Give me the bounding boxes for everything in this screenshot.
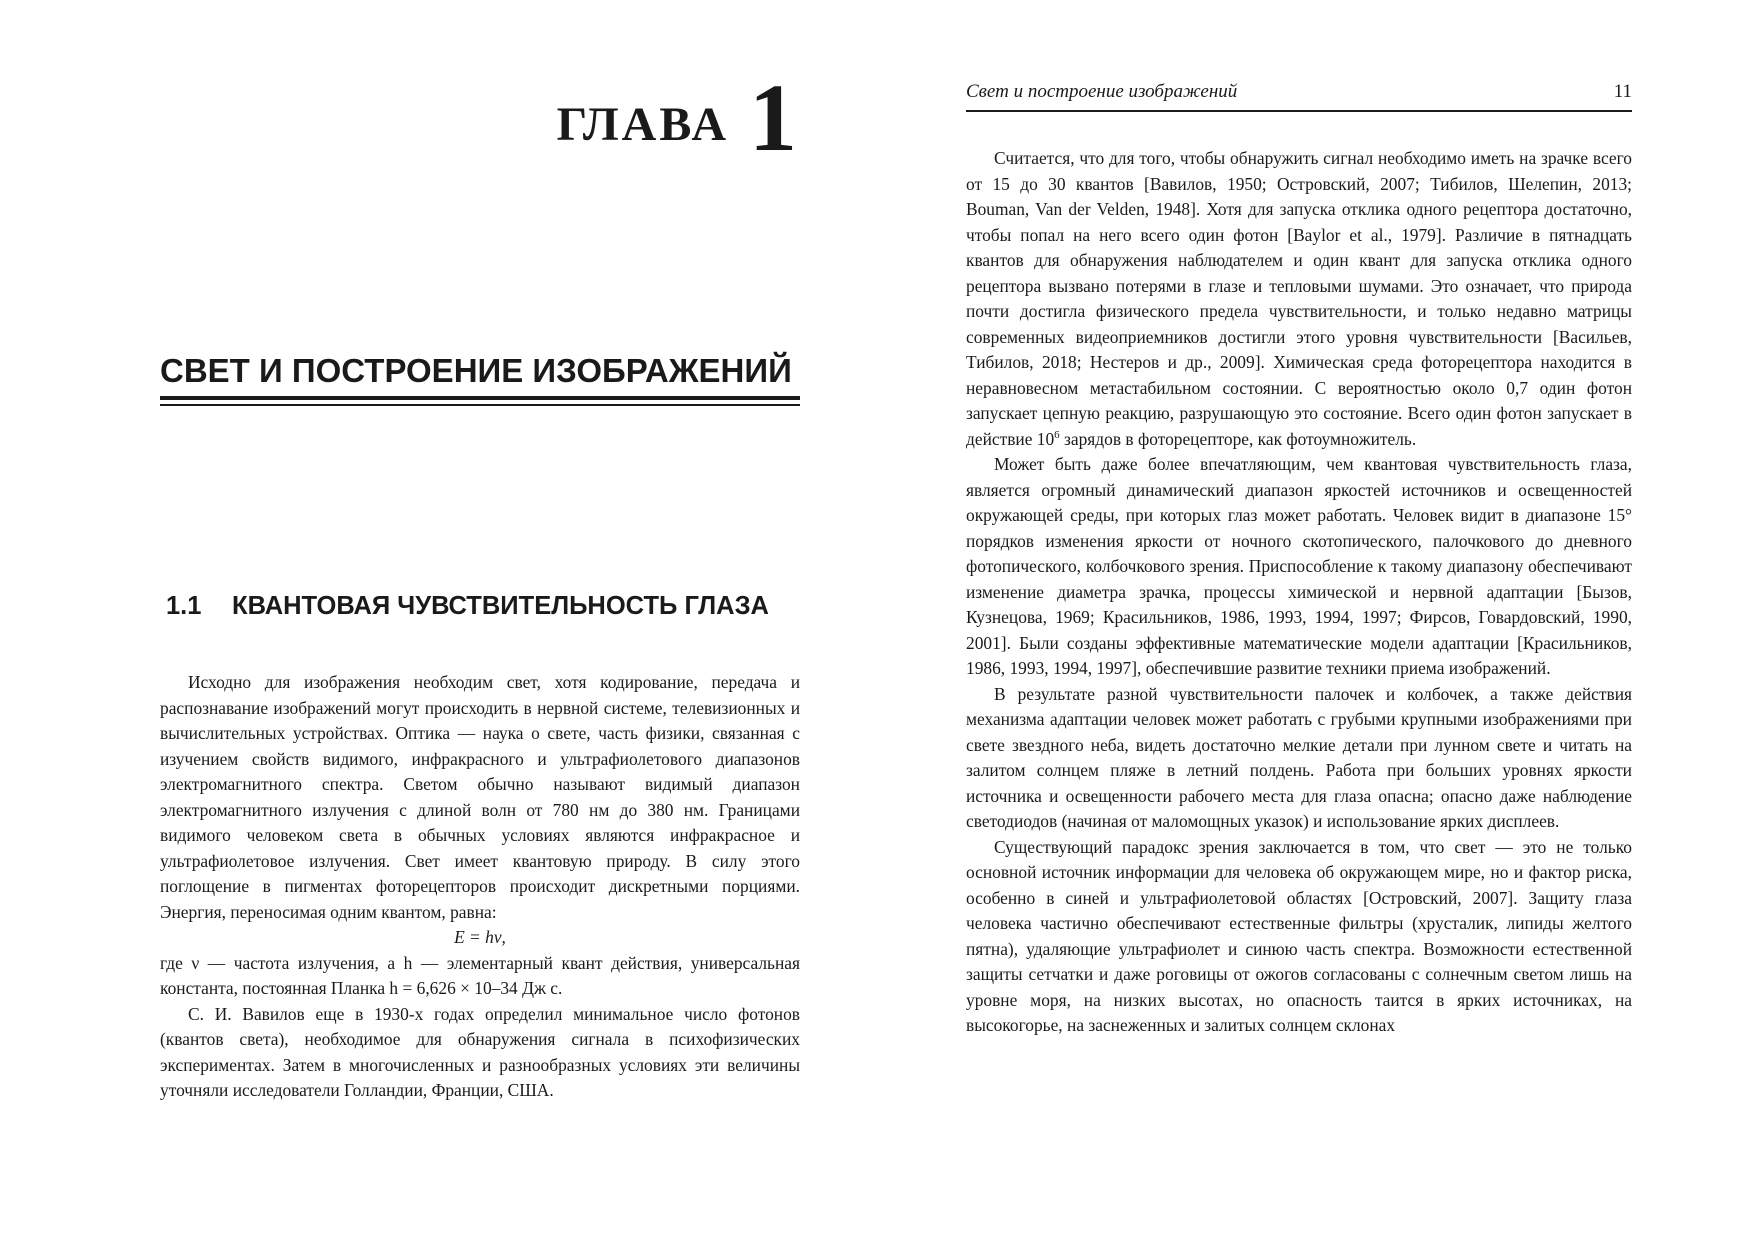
chapter-number: 1 xyxy=(749,64,800,171)
subsection-title: КВАНТОВАЯ ЧУВСТВИТЕЛЬНОСТЬ ГЛАЗА xyxy=(232,592,769,620)
paragraph xyxy=(966,146,1632,452)
running-head xyxy=(966,79,1632,107)
subsection-heading xyxy=(160,590,800,623)
chapter-heading xyxy=(557,62,800,173)
paragraph: С. И. Вавилов еще в 1930-х годах определил минимальное число фотонов (квантов света), необходимое для обнаружения сигнала в психофизических экспериментах. Затем в многочисленных и разнообразных условиях эти величины уточняли исследователи Голландии, Франции, США. xyxy=(160,1003,800,1100)
paragraph-text: Считается, что для того, чтобы обнаружить сигнал необходимо иметь на зрачке всего от 15 до 30 квантов [Вавилов, 1950; Островский, 2007; Тибилов, Шелепин, 2013; Bouman, Van der Velden, 1948]. Хотя для запуска отклика одного рецептора достаточно, чтобы попал на него всего один фотон [Baylor et al., 1979]. Различие в пятнадцать квантов для обнаружения наблюдателем и один квант для запуска отклика одного рецептора вызвано потерями в глазе и тепловыми шумами. Это означает, что природа почти достигла физического предела чувствительности, и только недавно матрицы современных видеоприемников достигли этого уровня чувствительности [Васильев, Тибилов, 2018; Нестеров и др., 2009]. Химическая среда фоторецептора находится в неравновесном метастабильном состоянии. С вероятностью около 0,7 один фотон запускает цепную реакцию, разрушающую это состояние. Всего один фотон запускает в действие 10 xyxy=(966,148,1632,449)
paragraph: Существующий парадокс зрения заключается в том, что свет — это не только основной источник информации для человека об окружающем мире, но и фактор риска, особенно в синей и ультрафиолетовой областях [Островский, 2007]. Защиту глаза человека частично обеспечивают естественные фильтры (хрусталик, липиды желтого пятна), удаляющие ультрафиолет и синюю часть спектра. Возможности естественной защиты сетчатки и даже роговицы от ожогов согласованы с солнечным светом лишь на уровне моря, на низких высотах, но опасность таится в ярких источниках, на высокогорье, на заснеженных и залитых солнцем склонах xyxy=(966,836,1632,1035)
left-body-text xyxy=(160,670,800,1104)
section-title: СВЕТ И ПОСТРОЕНИЕ ИЗОБРАЖЕНИЙ xyxy=(160,352,792,389)
section-rule-thin xyxy=(160,404,800,406)
right-body-text xyxy=(966,146,1632,1039)
paragraph: В результате разной чувствительности палочек и колбочек, а также действия механизма адаптации человек может работать с грубыми крупными изображениями при свете звездного неба, видеть достаточно мелкие детали при лунном свете и читать на залитом солнцем пляже в летний полдень. Работа при больших уровнях яркости источника и освещенности рабочего места для глаза опасна; опасно даже наблюдение светодиодов (начиная от маломощных указок) и использование ярких дисплеев. xyxy=(966,683,1632,831)
subsection-number: 1.1 xyxy=(166,592,202,620)
running-head-title: Свет и построение изображений xyxy=(966,81,1238,102)
right-page xyxy=(966,0,1632,1240)
paragraph: Может быть даже более впечатляющим, чем квантовая чувствительность глаза, является огромный динамический диапазон яркостей источников и освещенностей окружающей среды, при которых глаз может работать. Человек видит в диапазоне 15° порядков изменения яркости от ночного скотопического, палочкового до дневного фотопического, колбочкового зрения. Приспособление к такому диапазону обеспечивают изменение диаметра зрачка, процессы химической и нервной адаптации [Бызов, Кузнецова, 1969; Красильников, 1986, 1993, 1994, 1997; Фирсов, Говардовский, 1990, 2001]. Были созданы эффективные математические модели адаптации [Красильников, 1986, 1993, 1994, 1997], обеспечившие развитие техники приема изображений. xyxy=(966,454,1632,678)
formula: E = hν, xyxy=(454,927,506,947)
paragraph: Исходно для изображения необходим свет, хотя кодирование, передача и распознавание изображений могут происходить в нервной системе, телевизионных и вычислительных устройствах. Оптика — наука о свете, часть физики, связанная с изучением свойств видимого, инфракрасного и ультрафиолетового диапазонов электромагнитного спектра. Светом обычно называют видимый диапазон электромагнитного излучения с длиной волн от 780 нм до 380 нм. Границами видимого человеком света в обычных условиях являются инфракрасное и ультрафиолетовое излучения. Свет имеет квантовую природу. В силу этого поглощение в пигментах фоторецепторов происходит дискретными порциями. Энергия, переносимая одним квантом, равна: xyxy=(160,672,800,922)
paragraph-text-end: зарядов в фоторецепторе, как фотоумножитель. xyxy=(1059,428,1417,449)
running-head-rule xyxy=(966,110,1632,112)
chapter-word: ГЛАВА xyxy=(556,98,729,151)
paragraph: где ν — частота излучения, а h — элементарный квант действия, универсальная константа, постоянная Планка h = 6,626 × 10–34 Дж с. xyxy=(160,952,800,998)
section-rule-thick xyxy=(160,396,800,400)
left-page xyxy=(160,0,800,1240)
page-number: 11 xyxy=(1613,81,1632,102)
superscript: 6 xyxy=(1054,428,1060,441)
